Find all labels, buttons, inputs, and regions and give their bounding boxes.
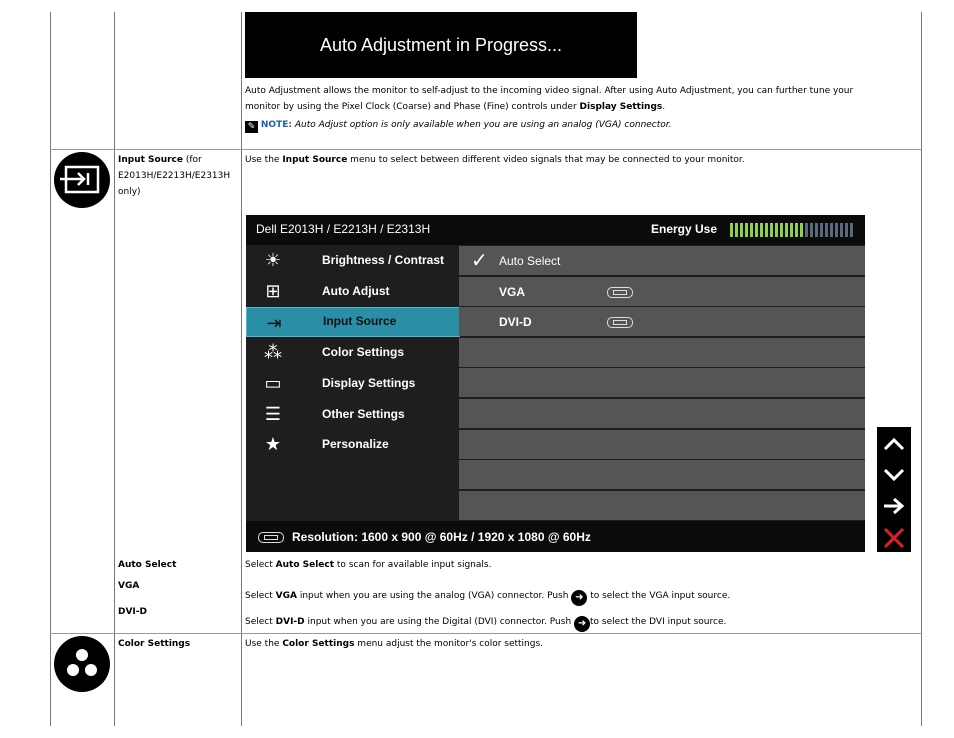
menu-brightness-label: Brightness / Contrast [322, 253, 445, 267]
resolution-connector-icon [258, 532, 284, 543]
input-source-icon [54, 152, 110, 208]
color-settings-label [118, 636, 190, 652]
submenu-empty-6 [459, 491, 865, 520]
vga-label [118, 578, 139, 594]
right-arrow-icon[interactable] [877, 489, 911, 519]
auto-adjust-banner: Auto Adjustment in Progress... [245, 12, 637, 78]
energy-bar-segment [820, 223, 823, 237]
auto-adjust-icon: ⊞ [265, 281, 281, 301]
checkmark-icon: ✓ [471, 250, 488, 272]
menu-other-settings[interactable] [246, 399, 458, 429]
submenu-vga-label: VGA [499, 285, 526, 299]
menu-auto-adjust-label: Auto Adjust [322, 284, 390, 298]
energy-bar-segment [745, 223, 748, 237]
energy-bar-segment [760, 223, 763, 237]
vga-title: VGA [118, 581, 140, 591]
osd-header [246, 215, 865, 245]
dvi-desc-b: DVI-D [275, 617, 305, 627]
submenu-auto-select-label: Auto Select [499, 254, 561, 268]
dvi-desc-d: to select the DVI input source. [590, 617, 727, 627]
auto-adjust-desc-line2: monitor by using the Pixel Clock (Coarse) and Phase (Fine) controls under [245, 102, 580, 112]
color-settings-title: Color Settings [118, 639, 191, 649]
auto-select-desc-b: Auto Select [275, 560, 335, 570]
osd-resolution-bar [246, 521, 865, 552]
display-settings-icon: ▭ [264, 373, 282, 393]
energy-bar-segment [810, 223, 813, 237]
submenu-empty-1 [459, 338, 865, 367]
down-arrow-icon[interactable] [877, 458, 911, 488]
submenu-vga[interactable] [459, 277, 865, 306]
note-label: NOTE: [260, 120, 292, 130]
menu-display-settings[interactable] [246, 368, 458, 398]
grid-line-col1 [114, 12, 115, 726]
submenu-dvi-d[interactable] [459, 307, 865, 336]
energy-bar-segment [765, 223, 768, 237]
auto-select-title: Auto Select [118, 560, 177, 570]
energy-bar-segment [815, 223, 818, 237]
color-settings-desc-b: Color Settings [282, 639, 355, 649]
auto-select-desc-c: to scan for available input signals. [334, 560, 492, 570]
energy-bar-segment [790, 223, 793, 237]
input-source-menu-icon: ⇥ [266, 313, 282, 333]
menu-color-settings[interactable] [246, 337, 458, 367]
push-arrow-icon: ➜ [571, 590, 587, 606]
auto-select-desc [245, 557, 491, 573]
submenu-empty-3 [459, 399, 865, 428]
submenu-dvi-label: DVI-D [499, 315, 532, 329]
color-settings-desc [245, 636, 543, 652]
menu-brightness-contrast[interactable] [246, 245, 458, 275]
vga-desc [245, 588, 730, 606]
vga-desc-b: VGA [275, 591, 297, 601]
color-settings-desc-c: menu adjust the monitor's color settings. [354, 639, 544, 649]
energy-bar-segment [740, 223, 743, 237]
energy-bar-segment [850, 223, 853, 237]
energy-use-label: Energy Use [651, 222, 718, 236]
grid-line-right [921, 12, 922, 726]
energy-bar-segment [730, 223, 733, 237]
menu-color-settings-label: Color Settings [322, 345, 405, 359]
menu-personalize-label: Personalize [322, 437, 389, 451]
auto-adjust-desc-line1: Auto Adjustment allows the monitor to self-adjust to the incoming video signal. After using Auto Adjustment, you can further tune your [245, 86, 854, 96]
energy-bar-segment [830, 223, 833, 237]
color-settings-icon [54, 636, 110, 692]
input-source-title: Input Source [118, 155, 183, 165]
note-pencil-icon: ✎ [245, 121, 258, 133]
row-divider-2 [50, 633, 922, 634]
vga-desc-d: to select the VGA input source. [587, 591, 731, 601]
up-arrow-icon[interactable] [877, 427, 911, 457]
close-icon[interactable] [877, 521, 911, 551]
menu-other-settings-label: Other Settings [322, 407, 405, 421]
input-source-only: only) [118, 187, 141, 197]
input-source-desc-c: menu to select between different video signals that may be connected to your monitor. [347, 155, 745, 165]
energy-bar-segment [735, 223, 738, 237]
input-source-desc [245, 152, 745, 168]
energy-bar-segment [805, 223, 808, 237]
color-settings-desc-a: Use the [245, 639, 283, 649]
dvi-title: DVI-D [118, 607, 147, 617]
energy-bar-segment [840, 223, 843, 237]
dvi-desc [245, 614, 726, 632]
dvi-label [118, 604, 147, 620]
osd-title: Dell E2013H / E2213H / E2313H [256, 222, 431, 236]
vga-connector-icon [607, 287, 633, 298]
menu-input-source[interactable] [246, 307, 460, 337]
vga-desc-a: Select [245, 591, 276, 601]
menu-display-settings-label: Display Settings [322, 376, 416, 390]
menu-auto-adjust[interactable] [246, 276, 458, 306]
auto-select-label [118, 557, 176, 573]
energy-use-meter [730, 223, 853, 237]
energy-bar-segment [825, 223, 828, 237]
energy-bar-segment [845, 223, 848, 237]
auto-select-desc-a: Select [245, 560, 276, 570]
menu-personalize[interactable] [246, 429, 458, 459]
push-arrow-icon: ➜ [574, 616, 590, 632]
osd-nav-buttons [877, 427, 911, 552]
input-source-label [118, 152, 240, 200]
dvi-connector-icon [607, 317, 633, 328]
energy-bar-segment [785, 223, 788, 237]
grid-line-col2 [241, 12, 242, 726]
grid-line-left [50, 12, 51, 726]
display-settings-ref: Display Settings [579, 102, 663, 112]
energy-bar-segment [795, 223, 798, 237]
menu-input-source-label: Input Source [323, 314, 397, 328]
energy-bar-segment [780, 223, 783, 237]
resolution-text: Resolution: 1600 x 900 @ 60Hz / 1920 x 1080 @ 60Hz [292, 530, 591, 544]
energy-bar-segment [770, 223, 773, 237]
auto-adjust-desc-period: . [662, 102, 666, 112]
color-settings-menu-icon: ⁂ [264, 342, 282, 362]
input-source-desc-b: Input Source [282, 155, 348, 165]
input-source-desc-a: Use the [245, 155, 283, 165]
row-divider-1 [50, 149, 922, 150]
energy-bar-segment [775, 223, 778, 237]
star-icon: ★ [264, 434, 282, 454]
dvi-desc-c: input when you are using the Digital (DVI) connector. Push [304, 617, 575, 627]
submenu-empty-4 [459, 430, 865, 459]
submenu-empty-5 [459, 460, 865, 489]
note-line [245, 117, 672, 133]
energy-bar-segment [835, 223, 838, 237]
energy-bar-segment [800, 223, 803, 237]
note-text: Auto Adjust option is only available when you are using an analog (VGA) connector. [294, 120, 672, 130]
brightness-icon: ☀ [264, 250, 282, 270]
energy-bar-segment [750, 223, 753, 237]
other-settings-icon: ☰ [264, 404, 282, 424]
submenu-auto-select[interactable] [459, 246, 865, 275]
dvi-desc-a: Select [245, 617, 276, 627]
energy-bar-segment [755, 223, 758, 237]
input-source-for: (for [183, 155, 202, 165]
auto-adjust-desc [245, 83, 915, 115]
submenu-empty-2 [459, 368, 865, 397]
vga-desc-c: input when you are using the analog (VGA) connector. Push [296, 591, 572, 601]
osd-menu-screenshot [246, 215, 865, 552]
input-source-models: E2013H/E2213H/E2313H [118, 171, 231, 181]
